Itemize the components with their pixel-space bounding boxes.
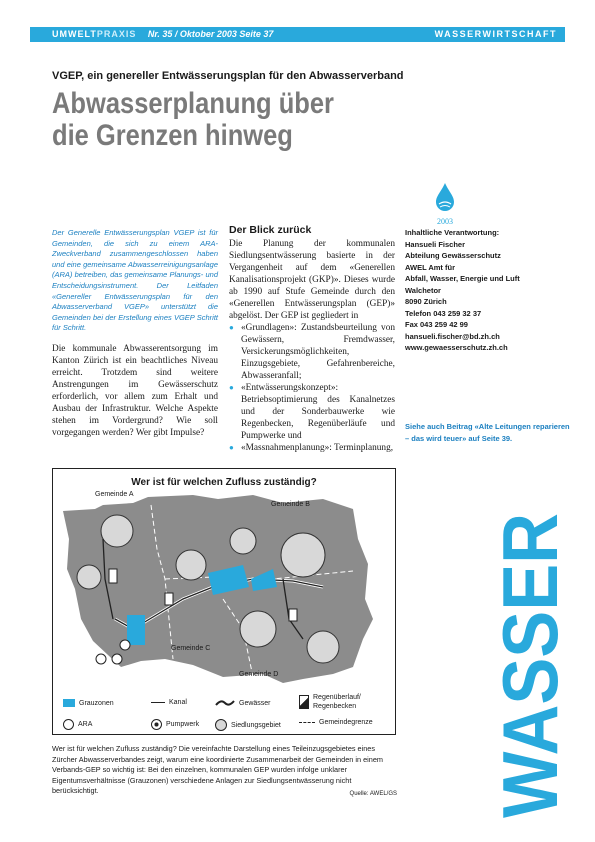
siedlung-circle (77, 565, 101, 589)
label-gemeinde-d: Gemeinde D (239, 671, 279, 678)
vertical-word-text: WASSER (486, 479, 574, 818)
grauzone-area (127, 615, 145, 645)
siedlung-circle (240, 611, 276, 647)
siedlung-circle (281, 533, 325, 577)
list-item: ● «Massnahmenplanung»: Terminplanung, (229, 442, 395, 454)
article-kicker: VGEP, ein genereller Entwässerungsplan für den Abwasserverband (52, 70, 404, 82)
header-section: WASSERWIRTSCHAFT (434, 29, 557, 39)
section-heading: Der Blick zurück (229, 224, 312, 236)
label-gemeinde-c: Gemeinde C (171, 645, 211, 652)
header-issue: Nr. 35 / Oktober 2003 Seite 37 (147, 29, 274, 39)
contact-info: Inhaltliche Verantwortung: Hansueli Fischer Abteilung Gewässerschutz AWEL Amt für Abfall, Wasser, Energie und Luft Walchetor 8090 Zürich Telefon 043 259 32 37 Fax 043 259 42 99 hansueli.fischer@bd.zh.ch www.gewaesserschutz.zh.ch (405, 227, 565, 354)
article-intro: Die kommunale Abwasserentsorgung im Kanton Zürich ist ein beachtliches Niveau erreicht. Trotzdem sind weitere Anstrengungen im Gewässerschutz erforderlich, vor allem zum Erhalt und Ausbau der Infrastruktur. Welche Aspekte stehen im Vordergrund? Wie soll vorgegangen werden? Wer gibt Impulse? (52, 344, 218, 438)
water-drop-logo (430, 182, 460, 226)
logo-year: 2003 (437, 217, 453, 226)
legend-ara: ARA (63, 719, 92, 730)
siedlung-circle (176, 550, 206, 580)
contact-email-link[interactable]: hansueli.fischer@bd.zh.ch (405, 331, 500, 341)
figure-caption: Wer ist für welchen Zufluss zuständig? Die vereinfachte Darstellung eines Teileinzugsgebietes eines Zürcher Abwasserverbandes zeigt, warum eine koordinierte Zusammenarbeit der Gemeinden in einem Verbands-GEP so wichtig ist: Bei den einzelnen, kommunalen GEP wurden infolge unklarer Eigentumsverhältnisse (Grauzonen) verschiedene Anlagen zur Siedlungsentwässerung nicht berücksichtigt. Quelle: AWEL/GS (52, 744, 397, 800)
figure-title: Wer ist für welchen Zufluss zuständig? (131, 477, 317, 488)
page-header-bar (30, 27, 565, 42)
label-gemeinde-b: Gemeinde B (271, 501, 310, 508)
regenbecken-icon (289, 609, 297, 621)
siedlung-circle (101, 515, 133, 547)
water-drop-icon (431, 182, 459, 212)
legend-gewaesser: Gewässer (215, 699, 271, 707)
article-lead: Der Generelle Entwässerungsplan VGEP ist für Gemeinden, die sich zu einem ARA-Zweckverband zusammengeschlossen haben und eine gemeinsame Abwasserreinigungsanlage (ARA) betreiben, das gemeinsame Planungs- und Entscheidungsinstrument. Der Leitfaden «Genereller Entwässerungsplan für den Abwasserverband VGEP» unterstützt die Gemeinden bei der Erstellung eines VGEP Schritt für Schritt. (52, 228, 218, 333)
gewaesser-icon (215, 699, 235, 707)
contact-website-link[interactable]: www.gewaesserschutz.zh.ch (405, 343, 508, 352)
figure-source: Quelle: AWEL/GS (349, 791, 397, 797)
legend-kanal: Kanal (151, 699, 187, 706)
legend-siedlung: Siedlungsgebiet (215, 719, 281, 731)
legend-grauzonen: Grauzonen (63, 699, 114, 707)
list-item: ● «Entwässerungskonzept»: Betriebsoptimierung des Kanalnetzes und der Sonderbauwerke wie Regenbecken, Regenüberläufe und Pumpwerke und (229, 382, 395, 442)
catchment-map (53, 469, 395, 689)
list-item: ● «Grundlagen»: Zustandsbeurteilung von Gewässern, Fremdwasser, Versickerungsmöglichkeiten, Einzugsgebiete, Gefahrenbereiche, Abwasseranfall; (229, 322, 395, 382)
siedlung-circle (230, 528, 256, 554)
header-brand: UMWELTPRAXIS Nr. 35 / Oktober 2003 Seite 37 (52, 29, 274, 39)
section-blick-zurueck (229, 224, 395, 454)
label-gemeinde-a: Gemeinde A (95, 491, 134, 498)
siedlung-swatch-icon (215, 719, 227, 731)
legend-grenze: Gemeindegrenze (299, 719, 373, 726)
vertical-section-word (486, 479, 574, 820)
catchment-figure (52, 468, 396, 735)
article-title: Abwasserplanung über die Grenzen hinweg (52, 87, 334, 152)
regenbecken-icon (165, 593, 173, 605)
pumpwerk-icon (120, 640, 130, 650)
grauzone-swatch-icon (63, 699, 75, 707)
siedlung-circle (307, 631, 339, 663)
legend-regen: Regenüberlauf/ Regenbecken (299, 693, 373, 711)
grenze-line-icon (299, 722, 315, 723)
bullet-list (229, 322, 395, 454)
ara-swatch-icon (63, 719, 74, 730)
ara-icon (96, 654, 106, 664)
section-text: Die Planung der kommunalen Siedlungsentwässerung basierte in der Vergangenheit auf dem «Generellen Kanalisationsprojekt (GKP)». Dieses wurde ab 1990 auf Stufe Gemeinde durch den «Generellen Entwässerungsplan (GEP)» abgelöst. Der GEP ist gegliedert in (229, 239, 395, 321)
pumpwerk-swatch-icon (151, 719, 162, 730)
regenbecken-swatch-icon (299, 695, 309, 709)
see-also-note: Siehe auch Beitrag «Alte Leitungen reparieren – das wird teuer» auf Seite 39. (405, 422, 570, 443)
regenbecken-icon (109, 569, 117, 583)
pumpwerk-icon (112, 654, 122, 664)
kanal-line-icon (151, 702, 165, 704)
legend-pumpwerk: Pumpwerk (151, 719, 199, 730)
